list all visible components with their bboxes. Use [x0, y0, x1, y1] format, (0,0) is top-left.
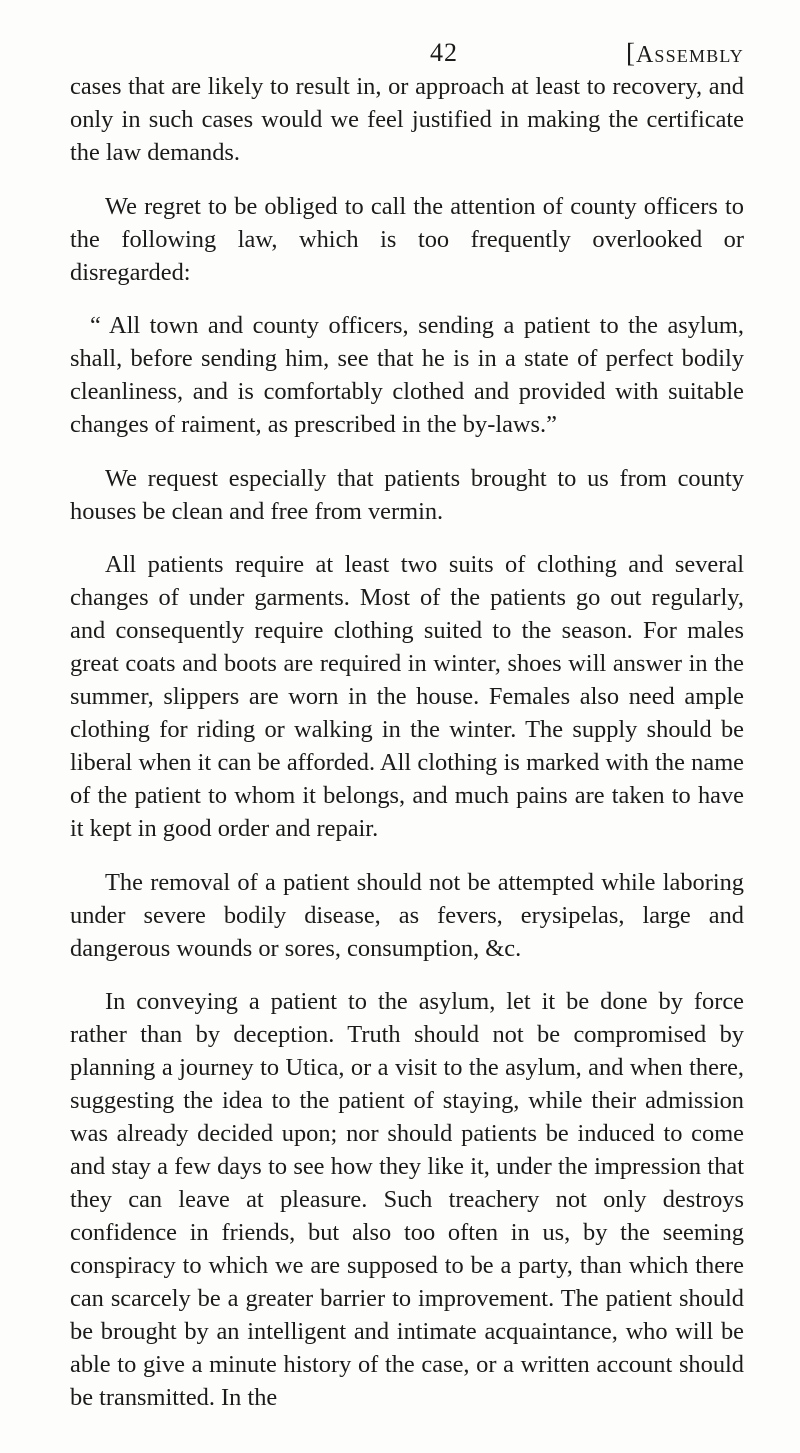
section-title-rest: SSEMBLY [654, 46, 744, 66]
section-title-initial: A [636, 42, 655, 68]
section-title-bracket: [ [626, 38, 637, 68]
paragraph-removal: The removal of a patient should not be attempted while laboring under severe bodily disease, as fevers, erysipelas, large and dangerous wounds or sores, consumption, &c. [70, 868, 744, 962]
page-number: 42 [430, 38, 458, 67]
paragraph-vermin-request: We request especially that patients brought to us from county houses be clean and free from vermin. [70, 464, 744, 525]
paragraph-conveying: In conveying a patient to the asylum, let it be done by force rather than by deception. Truth should not be compromised by planning a journey to Utica, or a visit to the asylum, and when there, suggesting the idea to the patient of staying, while their admission was already decided upon; nor should patients be induced to come and stay a few days to see how they like it, under the impression that they can leave at pleasure. Such treachery not only destroys confidence in friends, but also too often in us, by the seeming conspiracy to which we are supposed to be a party, than which there can scarcely be a greater barrier to improvement. The patient should be brought by an intelligent and intimate acquaintance, who will be able to give a minute history of the case, or a written account should be transmitted. In the [70, 988, 744, 1411]
paragraph-law-quote: “ All town and county officers, sending a patient to the asylum, shall, before sending him, see that he is in a state of perfect bodily cleanliness, and is comfortably clothed and provided with suitable changes of raiment, as prescribed in the by-laws.” [70, 312, 744, 438]
running-head [70, 0, 744, 68]
paragraph-clothing: All patients require at least two suits of clothing and several changes of under garments. Most of the patients go out regularly, and consequently require clothing suited to the season. For males great coats and boots are required in winter, shoes will answer in the summer, slippers are worn in the house. Females also need ample clothing for riding or walking in the winter. The supply should be liberal when it can be afforded. All clothing is marked with the name of the patient to whom it belongs, and much pains are taken to have it kept in good order and repair. [70, 551, 744, 842]
section-title [626, 38, 744, 69]
body-text [70, 70, 744, 1414]
paragraph-continued: cases that are likely to result in, or approach at least to recovery, and only in such cases would we feel justified in making the certificate the law demands. [70, 73, 744, 166]
paragraph-county-officers: We regret to be obliged to call the attention of county officers to the following law, which is too frequently overlooked or disregarded: [70, 192, 744, 286]
